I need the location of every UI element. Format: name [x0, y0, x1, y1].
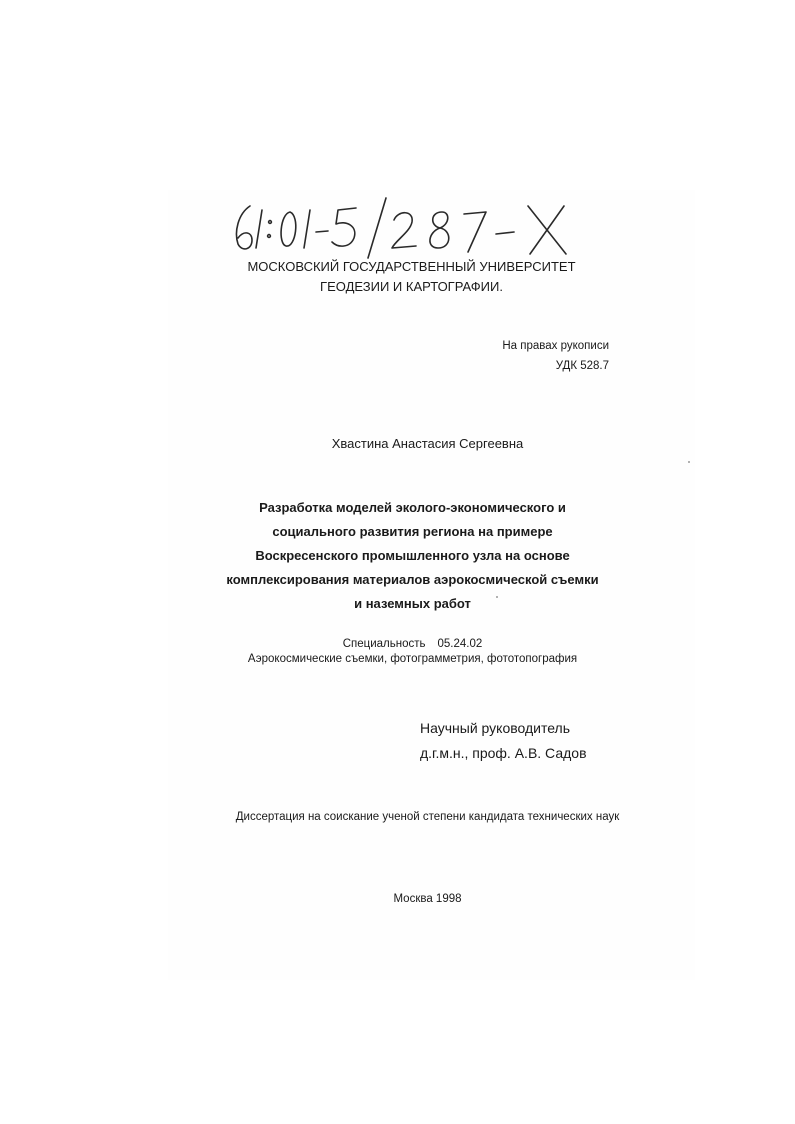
handwritten-shelfmark [228, 192, 588, 262]
advisor-block [420, 716, 587, 766]
dissertation-title [0, 496, 795, 616]
manuscript-block [502, 336, 609, 376]
university-name [0, 257, 795, 297]
title-line: Разработка моделей эколого-экономического и [259, 500, 566, 515]
scan-speck [688, 461, 690, 463]
university-line-2: ГЕОДЕЗИИ И КАРТОГРАФИИ. [320, 279, 503, 294]
degree-statement: Диссертация на соискание ученой степени кандидата технических наук [235, 811, 620, 823]
title-line: и наземных работ [354, 596, 471, 611]
specialty-name: Аэрокосмические съемки, фотограмметрия, фототопография [247, 653, 578, 665]
advisor-role: Научный руководитель [420, 720, 571, 736]
specialty-code: 05.24.02 [437, 638, 483, 650]
author-name: Хвастина Анастасия Сергеевна [331, 436, 524, 451]
title-line: социального развития региона на примере [272, 524, 553, 539]
title-line: комплексирования материалов аэрокосмической съемки [226, 572, 599, 587]
city-year: Москва 1998 [393, 893, 462, 905]
manuscript-rights: На правах рукописи [502, 340, 609, 352]
specialty-label: Специальность [342, 638, 426, 650]
university-line-1: МОСКОВСКИЙ ГОСУДАРСТВЕННЫЙ УНИВЕРСИТЕТ [247, 259, 576, 274]
specialty-line [0, 637, 795, 652]
handwritten-shelfmark-drawing [228, 192, 588, 262]
scan-speck [496, 596, 498, 598]
udc-code: УДК 528.7 [555, 360, 609, 372]
advisor-name: д.г.м.н., проф. А.В. Садов [420, 745, 587, 761]
title-line: Воскресенского промышленного узла на основе [255, 548, 570, 563]
specialty-block [0, 637, 795, 667]
